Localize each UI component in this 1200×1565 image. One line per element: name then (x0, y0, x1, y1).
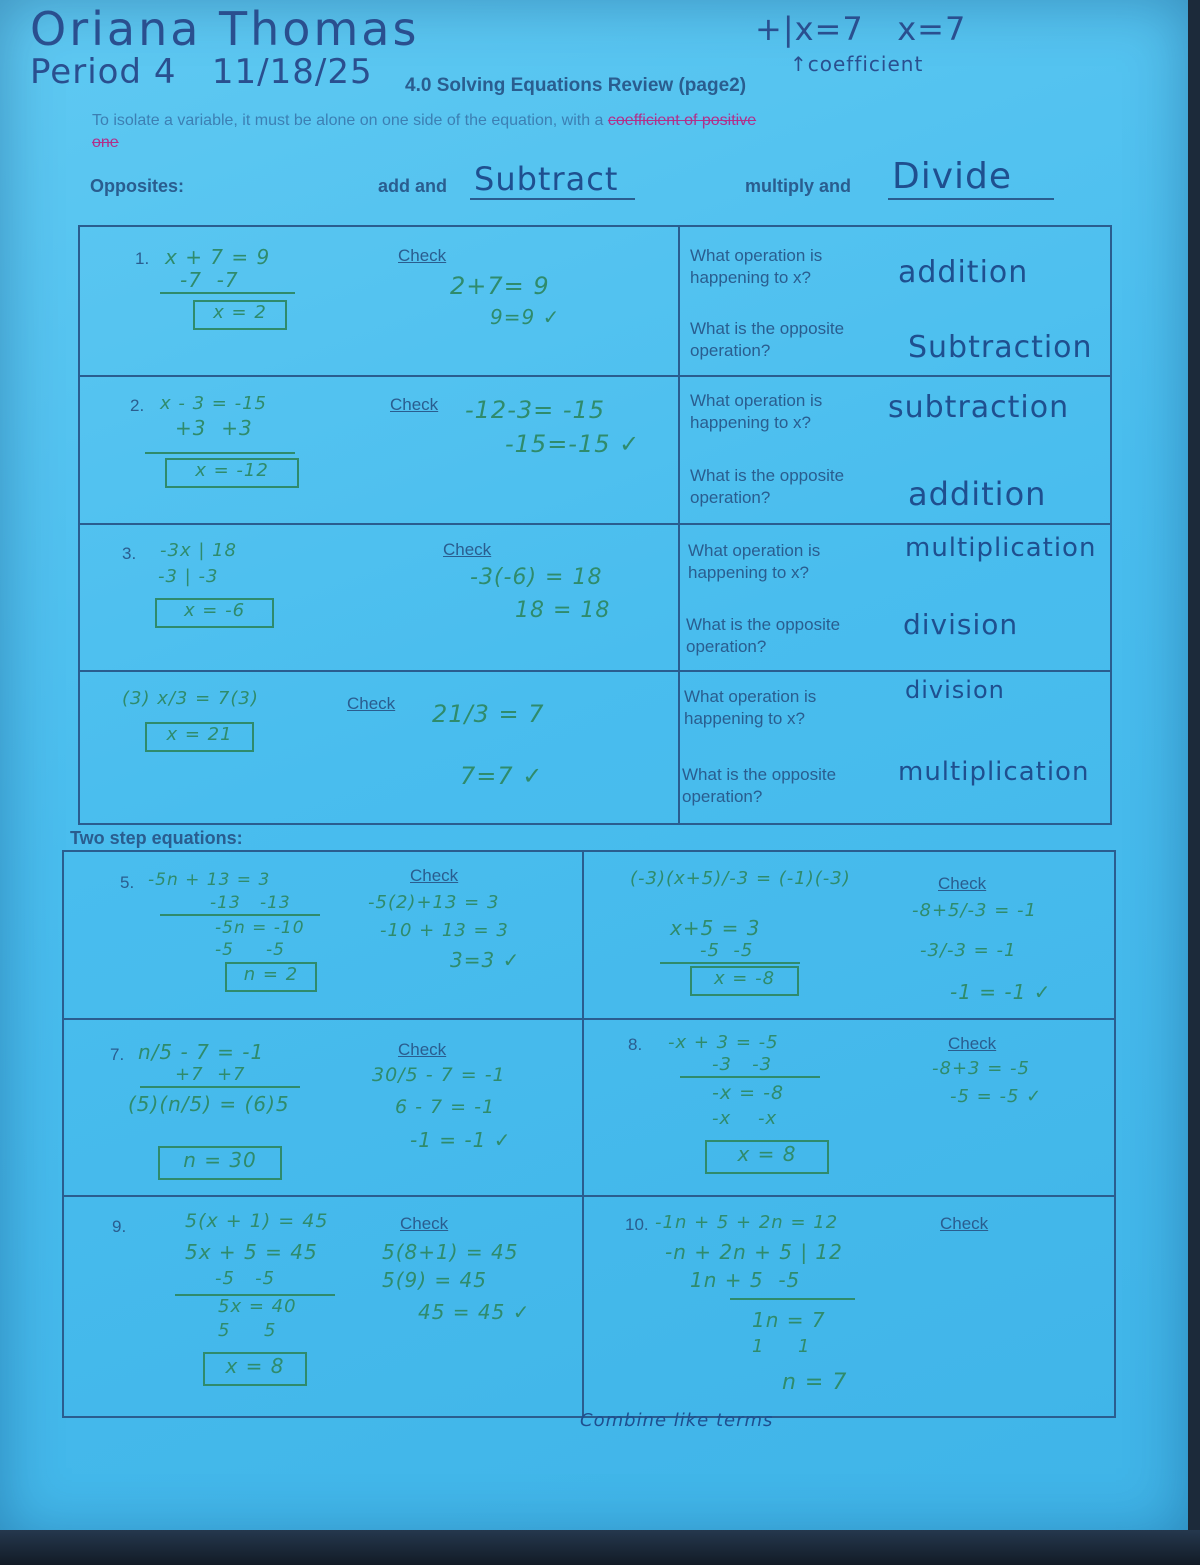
question-operation: What operation is happening to x? (690, 246, 823, 287)
coefficient-note: ↑coefficient (790, 52, 924, 76)
question-operation: What operation is happening to x? (690, 391, 823, 432)
check-line-1: -8+3 = -5 (932, 1058, 1030, 1079)
work-line (660, 962, 800, 964)
multiply-answer: Divide (892, 156, 1013, 197)
work-line-3: (5)(n/5) = (6)5 (128, 1092, 290, 1116)
work-line-1: -1n + 5 + 2n = 12 (655, 1212, 839, 1233)
problem-number: 5. (120, 873, 135, 892)
check-result: 9=9 ✓ (490, 305, 561, 329)
add-answer-line (470, 198, 635, 200)
work-line-5: 1 1 (752, 1336, 811, 1357)
problem-number: 2. (130, 396, 145, 415)
answer-box (705, 1140, 829, 1174)
answer-box (155, 598, 274, 628)
work-line-3: -5n = -10 (215, 918, 305, 938)
check-line-2: 5(9) = 45 (382, 1268, 487, 1292)
answer-operation: division (905, 676, 1005, 704)
work-line-2: -n + 2n + 5 | 12 (665, 1240, 843, 1264)
work-line-2: -3 -3 (712, 1054, 773, 1075)
check-line-1: -5(2)+13 = 3 (368, 892, 500, 913)
problem-number: 9. (112, 1217, 127, 1236)
work-line-4: -5 -5 (215, 940, 285, 960)
two-step-divider (582, 852, 584, 1416)
work-line-3: 1n + 5 -5 (690, 1268, 801, 1292)
check-label: Check (938, 874, 987, 893)
problem-equation: x - 3 = -15 (160, 393, 267, 414)
answer-box (145, 722, 254, 752)
check-result: 18 = 18 (515, 598, 611, 623)
work-line-1: n/5 - 7 = -1 (138, 1040, 265, 1064)
work-line (680, 1076, 820, 1078)
check-label: Check (400, 1214, 449, 1233)
problem-number: 10. (625, 1215, 649, 1234)
problem-equation: x + 7 = 9 (165, 245, 271, 269)
work-line-1: -x + 3 = -5 (668, 1032, 779, 1053)
problem-answer: x = 2 (213, 302, 267, 323)
problem-answer: n = 2 (243, 964, 299, 985)
instruction-end: one (92, 134, 119, 151)
problem-number: 7. (110, 1045, 125, 1064)
check-result: 7=7 ✓ (460, 762, 544, 790)
work-line-2: 5x + 5 = 45 (185, 1240, 318, 1264)
worksheet-title: 4.0 Solving Equations Review (page2) (405, 75, 747, 96)
check-label: Check (398, 1040, 447, 1059)
question-operation: What operation is happening to x? (684, 687, 817, 728)
answer-box (158, 1146, 282, 1180)
problem-work: -3 | -3 (158, 566, 219, 587)
student-name: Oriana Thomas (30, 2, 420, 56)
combine-like-terms-note: Combine like terms (580, 1410, 774, 1431)
instruction-text (92, 110, 1122, 154)
problem-answer: x = -12 (195, 460, 269, 481)
work-line-3: -x = -8 (712, 1082, 785, 1104)
row-divider (80, 523, 1110, 525)
problem-answer: n = 30 (183, 1148, 257, 1172)
check-label: Check (940, 1214, 989, 1233)
answer-box (165, 458, 299, 488)
check-line-2: -5 = -5 ✓ (950, 1086, 1043, 1107)
check-label: Check (443, 540, 492, 559)
check-label: Check (398, 246, 447, 265)
check-line-2: 6 - 7 = -1 (395, 1096, 496, 1118)
work-line (160, 292, 295, 294)
answer-operation: addition (898, 255, 1029, 290)
work-line-3: -5 -5 (700, 940, 754, 961)
row-divider (64, 1195, 1114, 1197)
problem-number: 1. (135, 249, 150, 268)
question-opposite: What is the opposite operation? (690, 319, 845, 360)
problem-answer: x = 8 (737, 1142, 797, 1166)
work-line-3: -5 -5 (215, 1268, 276, 1289)
work-line-1: 5(x + 1) = 45 (185, 1210, 329, 1232)
answer-opposite: addition (908, 475, 1047, 513)
opposites-label: Opposites: (90, 176, 185, 196)
problem-number: 3. (122, 544, 137, 563)
instruction-main: To isolate a variable, it must be alone on one side of the equation, with a (92, 112, 604, 129)
answer-box (225, 962, 317, 992)
answer-opposite: Subtraction (908, 330, 1093, 365)
work-line (160, 914, 320, 916)
work-line-2: +7 +7 (175, 1064, 246, 1085)
check-work: 2+7= 9 (450, 272, 550, 300)
check-line-3: 45 = 45 ✓ (418, 1300, 531, 1324)
problem-answer: x = 8 (225, 1354, 285, 1378)
check-line-3: -1 = -1 ✓ (950, 980, 1052, 1004)
answer-box (203, 1352, 307, 1386)
work-line-2: x+5 = 3 (670, 916, 761, 940)
multiply-and-label: multiply and (745, 176, 852, 196)
work-line-1: (-3)(x+5)/-3 = (-1)(-3) (630, 868, 851, 889)
problem-equation: -3x | 18 (160, 540, 238, 561)
answer-opposite: multiplication (898, 757, 1090, 787)
answer-box (690, 966, 799, 996)
two-step-label: Two step equations: (70, 828, 243, 848)
question-opposite: What is the opposite operation? (682, 765, 837, 806)
work-line (145, 452, 295, 454)
check-work: -12-3= -15 (465, 396, 606, 424)
add-answer: Subtract (474, 160, 619, 198)
check-label: Check (390, 395, 439, 414)
check-label: Check (948, 1034, 997, 1053)
multiply-answer-line (888, 198, 1054, 200)
work-line (730, 1298, 855, 1300)
answer-box (193, 300, 287, 330)
check-work: 21/3 = 7 (432, 700, 545, 728)
add-and-label: add and (378, 176, 448, 196)
problem-work: +3 +3 (175, 416, 253, 440)
check-line-2: -3/-3 = -1 (920, 940, 1017, 961)
desk-surface (0, 1530, 1200, 1565)
one-step-divider (678, 227, 680, 823)
check-line-1: 5(8+1) = 45 (382, 1240, 519, 1264)
check-line-2: -10 + 13 = 3 (380, 920, 509, 941)
problem-answer: x = -8 (713, 968, 776, 989)
work-line-2: -13 -13 (210, 893, 291, 913)
check-work: -3(-6) = 18 (470, 565, 603, 590)
check-line-1: 30/5 - 7 = -1 (372, 1064, 506, 1086)
row-divider (80, 375, 1110, 377)
question-operation: What operation is happening to x? (688, 541, 821, 582)
problem-answer: x = 21 (166, 724, 233, 745)
check-line-1: -8+5/-3 = -1 (912, 900, 1037, 921)
check-line-3: -1 = -1 ✓ (410, 1128, 512, 1152)
check-line-3: 3=3 ✓ (450, 948, 521, 972)
check-label: Check (410, 866, 459, 885)
top-note: +|x=7 x=7 (755, 10, 967, 48)
problem-work: -7 -7 (180, 268, 239, 292)
problem-answer: n = 7 (782, 1370, 848, 1395)
answer-opposite: division (903, 608, 1019, 641)
work-line-4: 1n = 7 (752, 1308, 826, 1332)
work-line-4: -x -x (712, 1108, 778, 1129)
work-line (140, 1086, 300, 1088)
check-label: Check (347, 694, 396, 713)
period-date: Period 4 11/18/25 (30, 52, 373, 92)
check-result: -15=-15 ✓ (505, 430, 641, 458)
problem-number: 8. (628, 1035, 643, 1054)
instruction-highlight: coefficient of positive (607, 112, 757, 129)
answer-operation: multiplication (905, 533, 1097, 563)
row-divider (64, 1018, 1114, 1020)
problem-equation: (3) x/3 = 7(3) (122, 688, 259, 709)
work-line-4: 5x = 40 (218, 1296, 297, 1317)
problem-answer: x = -6 (183, 600, 246, 621)
work-line-5: 5 5 (218, 1320, 277, 1341)
question-opposite: What is the opposite operation? (690, 466, 845, 507)
question-opposite: What is the opposite operation? (686, 615, 841, 656)
row-divider (80, 670, 1110, 672)
answer-operation: subtraction (888, 390, 1070, 425)
work-line-1: -5n + 13 = 3 (148, 870, 271, 890)
